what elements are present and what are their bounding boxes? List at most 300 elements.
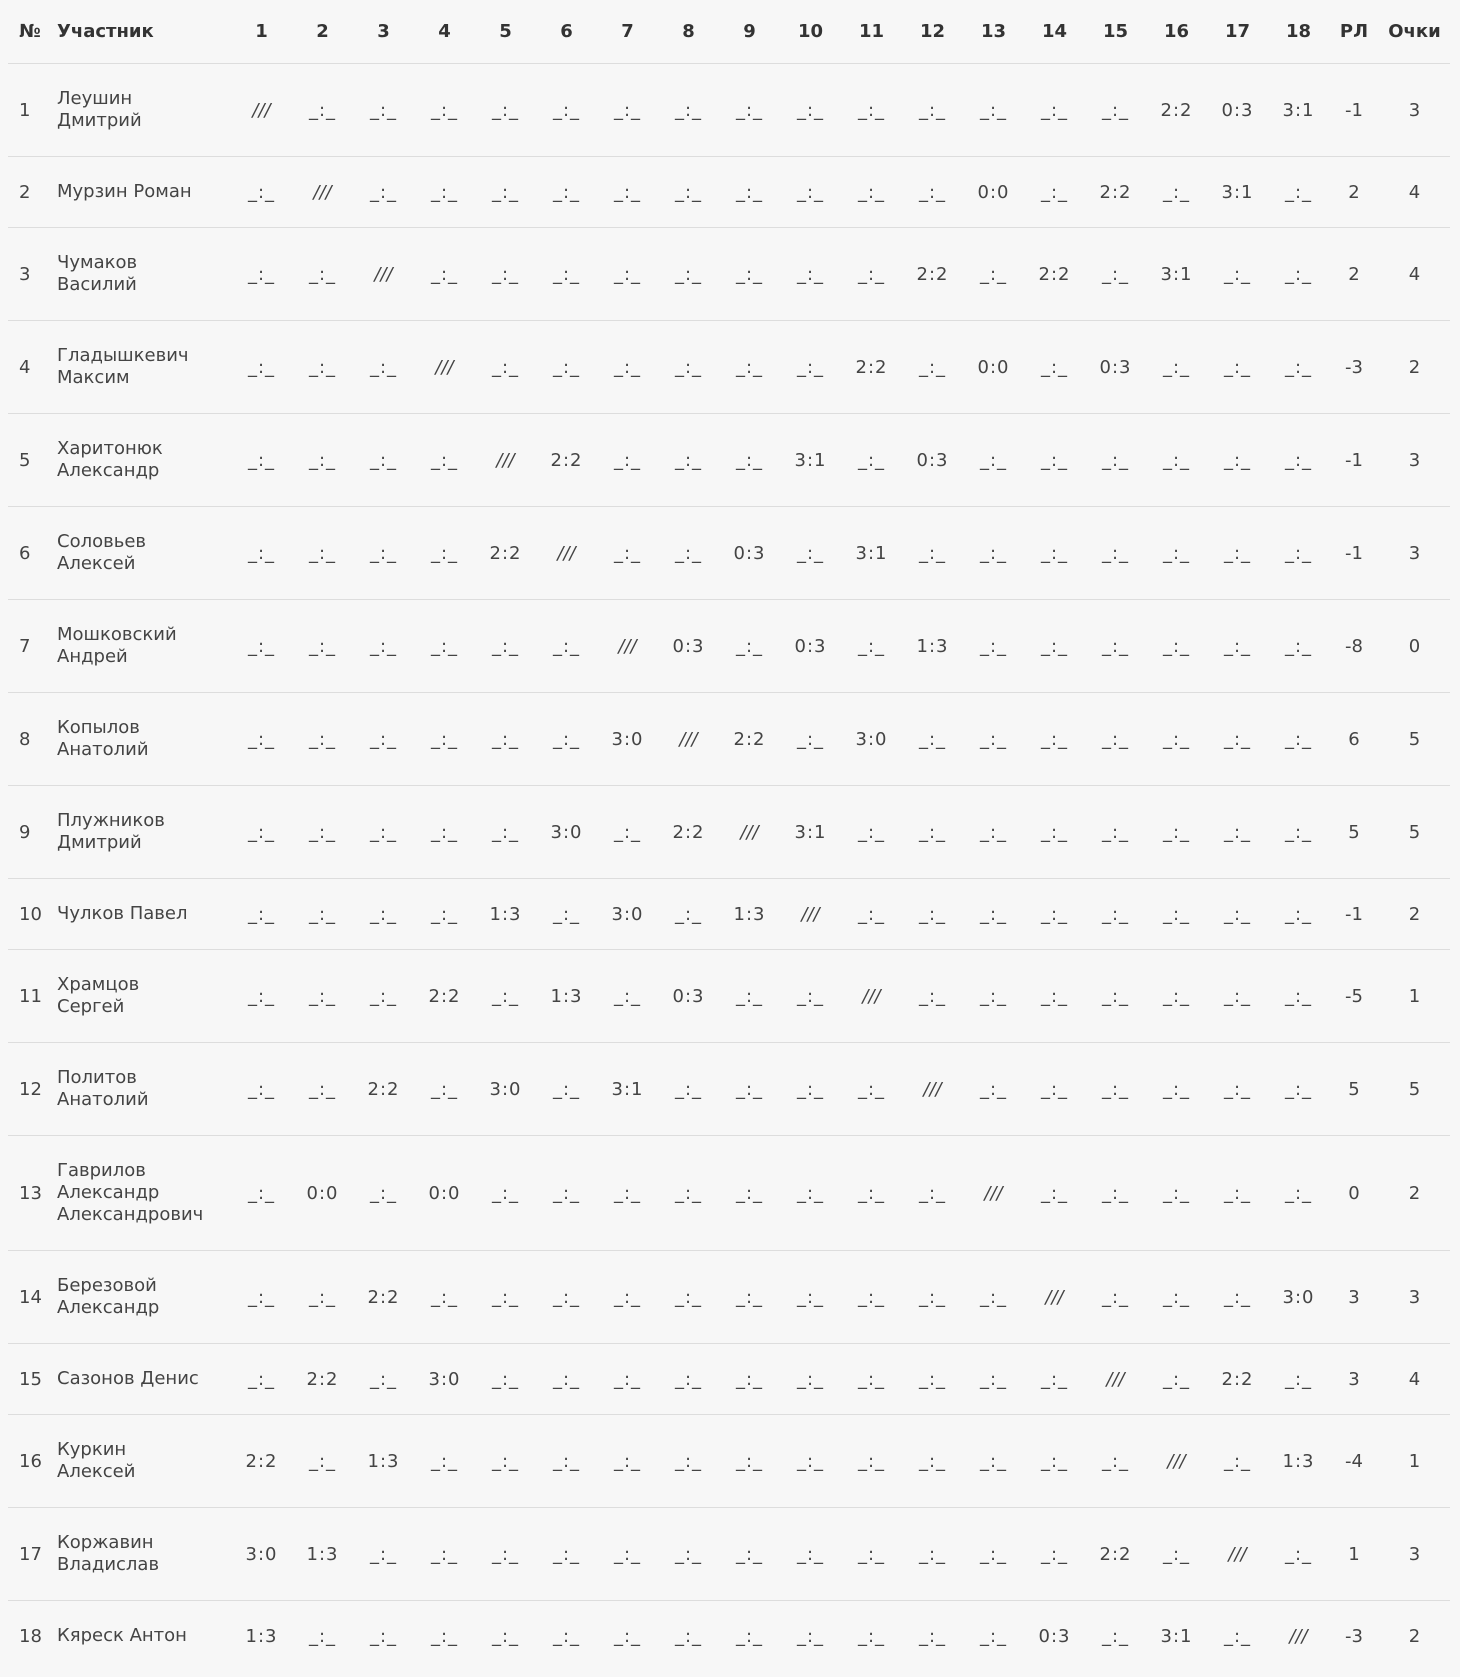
match-score-cell: _:_ bbox=[536, 693, 597, 786]
match-score-cell: _:_ bbox=[902, 1136, 963, 1251]
match-score-cell: _:_ bbox=[719, 600, 780, 693]
match-score-cell: _:_ bbox=[658, 228, 719, 321]
match-score-cell: _:_ bbox=[353, 157, 414, 228]
match-score-cell: _:_ bbox=[613, 1625, 642, 1647]
match-score-cell: 2:2 bbox=[1085, 157, 1146, 228]
points: 3 bbox=[1379, 1251, 1450, 1344]
row-number: 13 bbox=[8, 1136, 53, 1251]
match-score-cell: _:_ bbox=[1207, 414, 1268, 507]
match-score-cell: _:_ bbox=[231, 228, 292, 321]
participant-name bbox=[53, 693, 231, 786]
goal-difference: -8 bbox=[1329, 600, 1379, 693]
match-score-cell: _:_ bbox=[475, 1415, 536, 1508]
row-number: 9 bbox=[8, 786, 53, 879]
match-score-cell: _:_ bbox=[963, 414, 1024, 507]
match-score-cell: _:_ bbox=[780, 1415, 841, 1508]
match-score-cell: _:_ bbox=[1207, 1415, 1268, 1508]
match-score-cell: _:_ bbox=[780, 321, 841, 414]
table-row bbox=[8, 1136, 1450, 1251]
match-score-cell: _:_ bbox=[1085, 1415, 1146, 1508]
match-score-cell: 3:1 bbox=[1268, 64, 1329, 157]
self-match-cell: /// bbox=[1085, 1344, 1146, 1415]
match-score-cell: 3:1 bbox=[1207, 157, 1268, 228]
points: 1 bbox=[1379, 1415, 1450, 1508]
match-score-cell: _:_ bbox=[231, 1344, 292, 1415]
self-match-cell: /// bbox=[353, 228, 414, 321]
match-score-cell: _:_ bbox=[414, 507, 475, 600]
self-match-cell: /// bbox=[658, 693, 719, 786]
match-score-cell: _:_ bbox=[1024, 1043, 1085, 1136]
match-score-cell: _:_ bbox=[1207, 507, 1268, 600]
table-row bbox=[8, 414, 1450, 507]
header-number: № bbox=[8, 0, 53, 64]
row-number: 15 bbox=[8, 1344, 53, 1415]
participant-name-line: Плужников bbox=[57, 810, 165, 831]
match-score-cell: _:_ bbox=[292, 321, 353, 414]
match-score-cell: _:_ bbox=[719, 950, 780, 1043]
match-score-cell: 2:2 bbox=[353, 1043, 414, 1136]
match-score-cell: _:_ bbox=[536, 1136, 597, 1251]
match-score-cell: _:_ bbox=[1085, 64, 1146, 157]
goal-difference: -1 bbox=[1329, 507, 1379, 600]
match-score-cell: _:_ bbox=[414, 157, 475, 228]
match-score-cell: _:_ bbox=[231, 414, 292, 507]
match-score-cell: 1:3 bbox=[245, 1625, 278, 1647]
match-score-cell: _:_ bbox=[658, 1043, 719, 1136]
table-row bbox=[8, 693, 1450, 786]
match-score-cell: _:_ bbox=[231, 157, 292, 228]
match-score-cell: _:_ bbox=[719, 157, 780, 228]
match-score-cell: _:_ bbox=[1024, 786, 1085, 879]
match-score-cell: _:_ bbox=[658, 64, 719, 157]
match-score-cell: _:_ bbox=[719, 64, 780, 157]
match-score-cell: _:_ bbox=[902, 157, 963, 228]
table-row bbox=[8, 1251, 1450, 1344]
match-score-cell: _:_ bbox=[597, 1344, 658, 1415]
participant-name bbox=[53, 1508, 231, 1601]
self-match-cell: /// bbox=[902, 1043, 963, 1136]
match-score-cell: _:_ bbox=[1146, 1508, 1207, 1601]
match-score-cell: _:_ bbox=[1268, 600, 1329, 693]
match-score-cell: 0:3 bbox=[780, 600, 841, 693]
match-score-cell: _:_ bbox=[414, 228, 475, 321]
match-score-cell: _:_ bbox=[780, 1043, 841, 1136]
match-score-cell: _:_ bbox=[597, 228, 658, 321]
match-score-cell: _:_ bbox=[353, 1344, 414, 1415]
self-match-cell: /// bbox=[475, 414, 536, 507]
match-score-cell: _:_ bbox=[902, 64, 963, 157]
header-opponent-7: 7 bbox=[597, 0, 658, 64]
self-match-cell: /// bbox=[597, 600, 658, 693]
table-header bbox=[8, 0, 1450, 64]
header-opponent-4: 4 bbox=[414, 0, 475, 64]
points: 2 bbox=[1379, 1136, 1450, 1251]
match-score-cell: _:_ bbox=[719, 1508, 780, 1601]
match-score-cell: _:_ bbox=[475, 1344, 536, 1415]
points: 4 bbox=[1379, 1344, 1450, 1415]
match-score-cell: _:_ bbox=[353, 600, 414, 693]
match-score-cell: 1:3 bbox=[292, 1508, 353, 1601]
match-score-cell: _:_ bbox=[1024, 1344, 1085, 1415]
match-score-cell: 0:0 bbox=[963, 321, 1024, 414]
participant-name bbox=[53, 64, 231, 157]
match-score-cell: 2:2 bbox=[658, 786, 719, 879]
match-score-cell: _:_ bbox=[780, 1251, 841, 1344]
header-opponent-9: 9 bbox=[719, 0, 780, 64]
goal-difference: -1 bbox=[1329, 64, 1379, 157]
table-row bbox=[8, 157, 1450, 228]
match-score-cell: _:_ bbox=[491, 1625, 520, 1647]
match-score-cell: 3:0 bbox=[597, 879, 658, 950]
match-score-cell: _:_ bbox=[353, 1508, 414, 1601]
points: 3 bbox=[1379, 507, 1450, 600]
match-score-cell: _:_ bbox=[841, 157, 902, 228]
participant-name-line: Храмцов bbox=[57, 974, 140, 995]
participant-name-line: Чулков Павел bbox=[57, 903, 188, 924]
match-score-cell: _:_ bbox=[841, 64, 902, 157]
match-score-cell: _:_ bbox=[414, 414, 475, 507]
match-score-cell: _:_ bbox=[719, 228, 780, 321]
header-opponent-14: 14 bbox=[1024, 0, 1085, 64]
row-number: 12 bbox=[8, 1043, 53, 1136]
participant-name-line: Кяреск Антон bbox=[57, 1625, 187, 1646]
points: 5 bbox=[1379, 1043, 1450, 1136]
self-match-cell: /// bbox=[1289, 1625, 1308, 1647]
match-score-cell: _:_ bbox=[1146, 414, 1207, 507]
match-score-cell: _:_ bbox=[780, 64, 841, 157]
match-score-cell: _:_ bbox=[979, 1625, 1008, 1647]
match-score-cell: _:_ bbox=[536, 228, 597, 321]
match-score-cell: _:_ bbox=[597, 64, 658, 157]
match-score-cell: 1:3 bbox=[1268, 1415, 1329, 1508]
match-score-cell: _:_ bbox=[1085, 879, 1146, 950]
self-match-cell: /// bbox=[231, 64, 292, 157]
match-score-cell: _:_ bbox=[231, 507, 292, 600]
self-match-cell: /// bbox=[841, 950, 902, 1043]
match-score-cell: _:_ bbox=[475, 321, 536, 414]
match-score-cell: 1:3 bbox=[353, 1415, 414, 1508]
points: 3 bbox=[1379, 64, 1450, 157]
match-score-cell: _:_ bbox=[1024, 157, 1085, 228]
match-score-cell: _:_ bbox=[597, 507, 658, 600]
match-score-cell: _:_ bbox=[292, 507, 353, 600]
match-score-cell: _:_ bbox=[292, 1251, 353, 1344]
match-score-cell: _:_ bbox=[1207, 600, 1268, 693]
match-score-cell: _:_ bbox=[353, 507, 414, 600]
self-match-cell: /// bbox=[719, 786, 780, 879]
match-score-cell: _:_ bbox=[414, 1415, 475, 1508]
participant-name bbox=[53, 600, 231, 693]
row-number: 16 bbox=[8, 1415, 53, 1508]
match-score-cell: _:_ bbox=[780, 228, 841, 321]
match-score-cell: _:_ bbox=[902, 507, 963, 600]
match-score-cell: _:_ bbox=[292, 786, 353, 879]
table-row bbox=[8, 1508, 1450, 1601]
match-score-cell: _:_ bbox=[536, 64, 597, 157]
goal-difference: 2 bbox=[1329, 157, 1379, 228]
match-score-cell: _:_ bbox=[231, 950, 292, 1043]
match-score-cell: _:_ bbox=[1024, 879, 1085, 950]
match-score-cell: _:_ bbox=[231, 879, 292, 950]
goal-difference: 0 bbox=[1329, 1136, 1379, 1251]
match-score-cell: _:_ bbox=[1146, 600, 1207, 693]
table-row bbox=[8, 786, 1450, 879]
participant-name-line: Березовой bbox=[57, 1275, 157, 1296]
match-score-cell: _:_ bbox=[1268, 321, 1329, 414]
self-match-cell: /// bbox=[1024, 1251, 1085, 1344]
match-score-cell: _:_ bbox=[1146, 1251, 1207, 1344]
row-number: 1 bbox=[8, 64, 53, 157]
match-score-cell: _:_ bbox=[902, 1415, 963, 1508]
match-score-cell: _:_ bbox=[1146, 1043, 1207, 1136]
match-score-cell: _:_ bbox=[292, 1415, 353, 1508]
participant-name bbox=[53, 1344, 231, 1415]
header-opponent-11: 11 bbox=[841, 0, 902, 64]
match-score-cell: _:_ bbox=[1207, 1136, 1268, 1251]
match-score-cell: _:_ bbox=[414, 1508, 475, 1601]
match-score-cell: _:_ bbox=[414, 693, 475, 786]
participant-name-line: Алексей bbox=[57, 553, 136, 574]
goal-difference: -1 bbox=[1329, 414, 1379, 507]
match-score-cell: 1:3 bbox=[475, 879, 536, 950]
match-score-cell: _:_ bbox=[658, 157, 719, 228]
match-score-cell: _:_ bbox=[902, 879, 963, 950]
match-score-cell: _:_ bbox=[719, 414, 780, 507]
match-score-cell: _:_ bbox=[231, 786, 292, 879]
match-score-cell: 2:2 bbox=[1024, 228, 1085, 321]
match-score-cell: _:_ bbox=[1085, 693, 1146, 786]
points: 2 bbox=[1408, 1625, 1421, 1647]
match-score-cell: _:_ bbox=[963, 693, 1024, 786]
participant-name-line: Максим bbox=[57, 367, 130, 388]
match-score-cell: 0:3 bbox=[658, 950, 719, 1043]
participant-name-line: Чумаков bbox=[57, 252, 138, 273]
match-score-cell: _:_ bbox=[1146, 1136, 1207, 1251]
match-score-cell: 2:2 bbox=[231, 1415, 292, 1508]
match-score-cell: _:_ bbox=[841, 414, 902, 507]
match-score-cell: _:_ bbox=[475, 1508, 536, 1601]
goal-difference: 5 bbox=[1329, 1043, 1379, 1136]
match-score-cell: _:_ bbox=[597, 321, 658, 414]
match-score-cell: 3:0 bbox=[475, 1043, 536, 1136]
table-row bbox=[8, 950, 1450, 1043]
match-score-cell: _:_ bbox=[1024, 1136, 1085, 1251]
match-score-cell: _:_ bbox=[719, 1136, 780, 1251]
self-match-cell: /// bbox=[414, 321, 475, 414]
match-score-cell: _:_ bbox=[735, 1625, 764, 1647]
match-score-cell: _:_ bbox=[552, 1625, 581, 1647]
match-score-cell: 0:0 bbox=[292, 1136, 353, 1251]
match-score-cell: _:_ bbox=[597, 1415, 658, 1508]
match-score-cell: 1:3 bbox=[536, 950, 597, 1043]
match-score-cell: _:_ bbox=[1146, 693, 1207, 786]
participant-name bbox=[53, 1043, 231, 1136]
points: 4 bbox=[1379, 157, 1450, 228]
goal-difference: 2 bbox=[1329, 228, 1379, 321]
match-score-cell: _:_ bbox=[658, 321, 719, 414]
match-score-cell: _:_ bbox=[963, 1344, 1024, 1415]
participant-name bbox=[53, 157, 231, 228]
participant-name-line: Александр bbox=[57, 1297, 160, 1318]
participant-name-line: Александр bbox=[57, 1182, 160, 1203]
match-score-cell: _:_ bbox=[1268, 414, 1329, 507]
row-number: 7 bbox=[8, 600, 53, 693]
match-score-cell: _:_ bbox=[1207, 1043, 1268, 1136]
match-score-cell: _:_ bbox=[536, 157, 597, 228]
match-score-cell: _:_ bbox=[963, 950, 1024, 1043]
match-score-cell: _:_ bbox=[292, 414, 353, 507]
points: 0 bbox=[1379, 600, 1450, 693]
match-score-cell: _:_ bbox=[780, 950, 841, 1043]
match-score-cell: _:_ bbox=[1268, 950, 1329, 1043]
goal-difference: 1 bbox=[1329, 1508, 1379, 1601]
match-score-cell: _:_ bbox=[536, 600, 597, 693]
match-score-cell: 3:1 bbox=[780, 414, 841, 507]
match-score-cell: _:_ bbox=[1146, 950, 1207, 1043]
match-score-cell: _:_ bbox=[414, 879, 475, 950]
participant-name-line: Владислав bbox=[57, 1554, 160, 1575]
match-score-cell: _:_ bbox=[536, 1251, 597, 1344]
match-score-cell: 0:3 bbox=[902, 414, 963, 507]
header-opponent-18: 18 bbox=[1268, 0, 1329, 64]
match-score-cell: _:_ bbox=[963, 64, 1024, 157]
match-score-cell: 1:3 bbox=[719, 879, 780, 950]
match-score-cell: _:_ bbox=[353, 879, 414, 950]
match-score-cell: _:_ bbox=[841, 879, 902, 950]
match-score-cell: _:_ bbox=[658, 1344, 719, 1415]
match-score-cell: 2:2 bbox=[536, 414, 597, 507]
row-number: 4 bbox=[8, 321, 53, 414]
table-row bbox=[8, 600, 1450, 693]
row-number: 5 bbox=[8, 414, 53, 507]
match-score-cell: _:_ bbox=[231, 1043, 292, 1136]
match-score-cell: 0:3 bbox=[719, 507, 780, 600]
match-score-cell: 2:2 bbox=[719, 693, 780, 786]
match-score-cell: _:_ bbox=[475, 228, 536, 321]
participant-name bbox=[53, 1251, 231, 1344]
goal-difference: -1 bbox=[1329, 879, 1379, 950]
participant-name bbox=[53, 1601, 231, 1672]
participant-name-line: Соловьев bbox=[57, 531, 146, 552]
match-score-cell: _:_ bbox=[231, 1251, 292, 1344]
match-score-cell: _:_ bbox=[780, 157, 841, 228]
participant-name-line: Гаврилов bbox=[57, 1160, 146, 1181]
participant-name bbox=[53, 786, 231, 879]
participant-name bbox=[53, 321, 231, 414]
points: 2 bbox=[1379, 321, 1450, 414]
match-score-cell: _:_ bbox=[963, 786, 1024, 879]
match-score-cell: _:_ bbox=[1024, 507, 1085, 600]
match-score-cell: _:_ bbox=[902, 1344, 963, 1415]
match-score-cell: 1:3 bbox=[902, 600, 963, 693]
match-score-cell: _:_ bbox=[536, 321, 597, 414]
match-score-cell: _:_ bbox=[963, 600, 1024, 693]
match-score-cell: 3:0 bbox=[841, 693, 902, 786]
match-score-cell: 2:2 bbox=[414, 950, 475, 1043]
match-score-cell: _:_ bbox=[780, 1508, 841, 1601]
match-score-cell: _:_ bbox=[292, 600, 353, 693]
match-score-cell: 3:0 bbox=[414, 1344, 475, 1415]
match-score-cell: _:_ bbox=[857, 1625, 886, 1647]
standings-table bbox=[8, 0, 1450, 1671]
match-score-cell: _:_ bbox=[536, 1508, 597, 1601]
match-score-cell: _:_ bbox=[231, 1136, 292, 1251]
match-score-cell: _:_ bbox=[658, 1508, 719, 1601]
match-score-cell: _:_ bbox=[597, 414, 658, 507]
match-score-cell: _:_ bbox=[1268, 228, 1329, 321]
match-score-cell: _:_ bbox=[536, 1344, 597, 1415]
match-score-cell: _:_ bbox=[841, 600, 902, 693]
header-opponent-15: 15 bbox=[1085, 0, 1146, 64]
match-score-cell: _:_ bbox=[231, 321, 292, 414]
row-number: 10 bbox=[8, 879, 53, 950]
match-score-cell: _:_ bbox=[353, 1136, 414, 1251]
match-score-cell: 3:1 bbox=[1146, 228, 1207, 321]
match-score-cell: _:_ bbox=[841, 1043, 902, 1136]
goal-difference: 6 bbox=[1329, 693, 1379, 786]
header-opponent-3: 3 bbox=[353, 0, 414, 64]
match-score-cell: _:_ bbox=[430, 1625, 459, 1647]
match-score-cell: _:_ bbox=[1268, 1508, 1329, 1601]
participant-name bbox=[53, 228, 231, 321]
match-score-cell: _:_ bbox=[292, 879, 353, 950]
match-score-cell: _:_ bbox=[1085, 507, 1146, 600]
points: 3 bbox=[1379, 414, 1450, 507]
match-score-cell: _:_ bbox=[1268, 879, 1329, 950]
match-score-cell: _:_ bbox=[353, 321, 414, 414]
match-score-cell: _:_ bbox=[1207, 786, 1268, 879]
header-opponent-8: 8 bbox=[658, 0, 719, 64]
header-opponent-12: 12 bbox=[902, 0, 963, 64]
participant-name-line: Политов bbox=[57, 1067, 137, 1088]
table-row bbox=[8, 1601, 1450, 1672]
match-score-cell: _:_ bbox=[1207, 1251, 1268, 1344]
match-score-cell: _:_ bbox=[719, 321, 780, 414]
match-score-cell: _:_ bbox=[1024, 600, 1085, 693]
goal-difference: -3 bbox=[1345, 1625, 1363, 1647]
match-score-cell: _:_ bbox=[780, 693, 841, 786]
match-score-cell: _:_ bbox=[475, 600, 536, 693]
match-score-cell: _:_ bbox=[780, 507, 841, 600]
participant-name bbox=[53, 507, 231, 600]
self-match-cell: /// bbox=[1146, 1415, 1207, 1508]
match-score-cell: _:_ bbox=[353, 414, 414, 507]
header-opponent-16: 16 bbox=[1146, 0, 1207, 64]
participant-name-line: Александр bbox=[57, 460, 160, 481]
row-number: 11 bbox=[8, 950, 53, 1043]
goal-difference: 5 bbox=[1329, 786, 1379, 879]
table-row bbox=[8, 1043, 1450, 1136]
match-score-cell: _:_ bbox=[1146, 1344, 1207, 1415]
match-score-cell: _:_ bbox=[658, 1251, 719, 1344]
match-score-cell: _:_ bbox=[597, 1136, 658, 1251]
match-score-cell: 2:2 bbox=[1146, 64, 1207, 157]
participant-name-line: Харитонюк bbox=[57, 438, 163, 459]
match-score-cell: _:_ bbox=[841, 786, 902, 879]
row-number: 2 bbox=[8, 157, 53, 228]
match-score-cell: _:_ bbox=[475, 786, 536, 879]
match-score-cell: _:_ bbox=[841, 228, 902, 321]
match-score-cell: _:_ bbox=[1146, 507, 1207, 600]
match-score-cell: _:_ bbox=[902, 693, 963, 786]
participant-name bbox=[53, 879, 231, 950]
match-score-cell: _:_ bbox=[719, 1043, 780, 1136]
match-score-cell: _:_ bbox=[1223, 1625, 1252, 1647]
match-score-cell: _:_ bbox=[1268, 1344, 1329, 1415]
match-score-cell: 2:2 bbox=[841, 321, 902, 414]
match-score-cell: _:_ bbox=[1268, 1043, 1329, 1136]
header-points: Очки bbox=[1379, 0, 1450, 64]
